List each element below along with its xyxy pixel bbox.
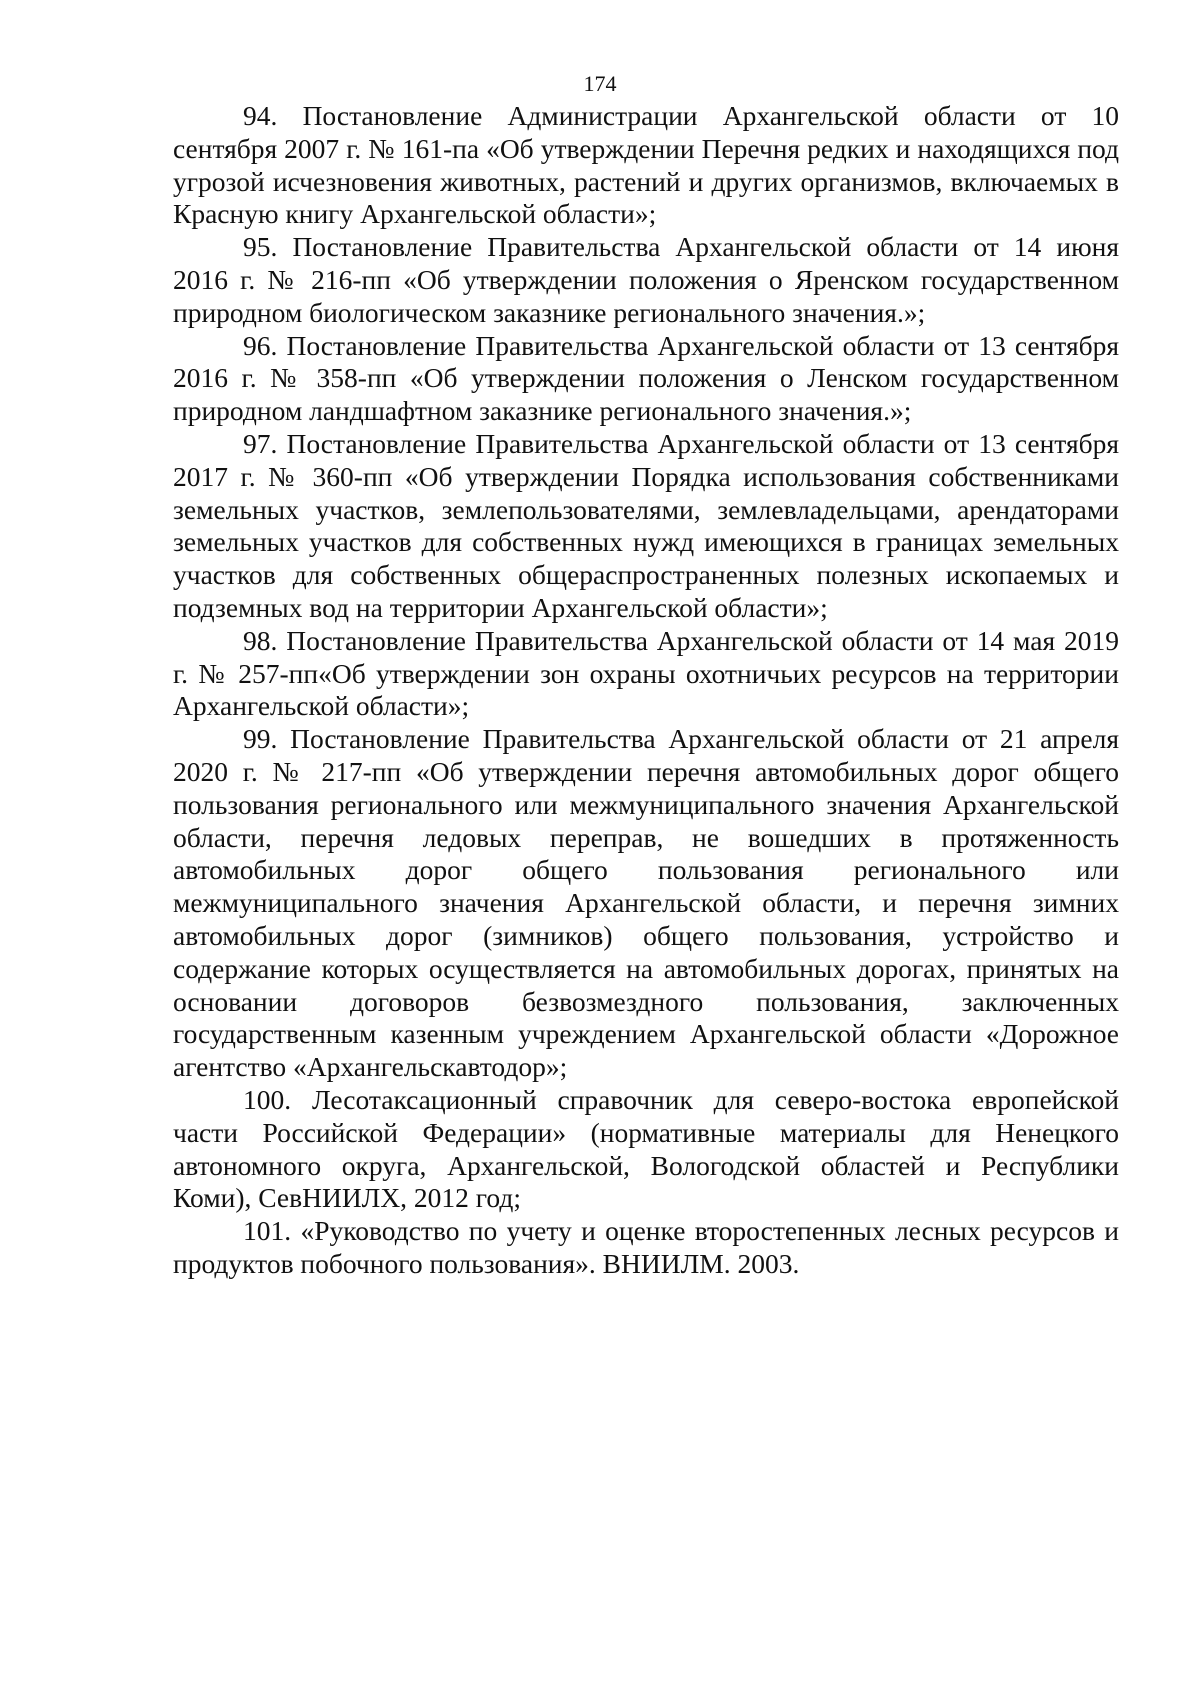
- reference-number: 94.: [243, 100, 278, 131]
- reference-text: Постановление Администрации Архангельской области от 10 сентября 2007 г. № 161-па «Об утверждении Перечня редких и находящихся под угрозой исчезновения животных, растений и других организмов, включаемых в Красную книгу Архангельской области»;: [173, 100, 1120, 230]
- reference-text: Постановление Правительства Архангельской области от 13 сентября 2016 г. № 358-пп «Об утверждении положения о Ленском государственном природном ландшафтном заказнике регионального значения.»;: [173, 329, 1119, 427]
- reference-item-96: [173, 330, 1119, 428]
- reference-item-101: [173, 1215, 1119, 1281]
- reference-number: 95.: [243, 231, 278, 263]
- reference-number: 101.: [243, 1215, 292, 1247]
- reference-list: [173, 100, 1119, 1281]
- reference-text: Постановление Правительства Архангельской области от 14 мая 2019 г. № 257-пп«Об утверждении зон охраны охотничьих ресурсов на территории Архангельской области»;: [173, 624, 1119, 722]
- reference-number: 98.: [243, 624, 278, 656]
- reference-text: Постановление Правительства Архангельской области от 14 июня 2016 г. № 216-пп «Об утверждении положения о Яренском государственном природном биологическом заказнике регионального значения.»;: [173, 231, 1119, 328]
- reference-text: Постановление Правительства Архангельской области от 13 сентября 2017 г. № 360-пп «Об утверждении Порядка использования собственниками земельных участков, землепользователями, землевладельцами, арендаторами земельных участков для собственных нужд имеющихся в границах земельных участков для собственных общераспространенных полезных ископаемых и подземных вод на территории Архангельской области»;: [173, 427, 1119, 623]
- reference-item-95: [173, 231, 1119, 329]
- page-number: 174: [583, 71, 617, 96]
- reference-number: 99.: [243, 723, 278, 755]
- reference-number: 97.: [243, 427, 278, 459]
- reference-text: «Руководство по учету и оценке второстепенных лесных ресурсов и продуктов побочного пользования». ВНИИЛМ. 2003.: [173, 1215, 1119, 1279]
- reference-item-99: [173, 723, 1119, 1084]
- reference-item-100: [173, 1084, 1119, 1215]
- reference-number: 96.: [243, 329, 278, 361]
- reference-number: 100.: [243, 1083, 292, 1115]
- reference-text: Лесотаксационный справочник для северо-востока европейской части Российской Федерации» (нормативные материалы для Ненецкого автономного округа, Архангельской, Вологодской областей и Республики Коми), СевНИИЛХ, 2012 год;: [173, 1083, 1119, 1214]
- reference-item-97: [173, 428, 1119, 625]
- reference-item-98: [173, 625, 1119, 723]
- reference-text: Постановление Правительства Архангельской области от 21 апреля 2020 г. № 217-пп «Об утверждении перечня автомобильных дорог общего пользования регионального или межмуниципального значения Архангельской области, перечня ледовых переправ, не вошедших в протяженность автомобильных дорог общего пользования регионального или межмуниципального значения Архангельской области, и перечня зимних автомобильных дорог (зимников) общего пользования, устройство и содержание которых осуществляется на автомобильных дорогах, принятых на основании договоров безвозмездного пользования, заключенных государственным казенным учреждением Архангельской области «Дорожное агентство «Архангельскавтодор»;: [173, 723, 1120, 1083]
- reference-item-94: [173, 100, 1119, 231]
